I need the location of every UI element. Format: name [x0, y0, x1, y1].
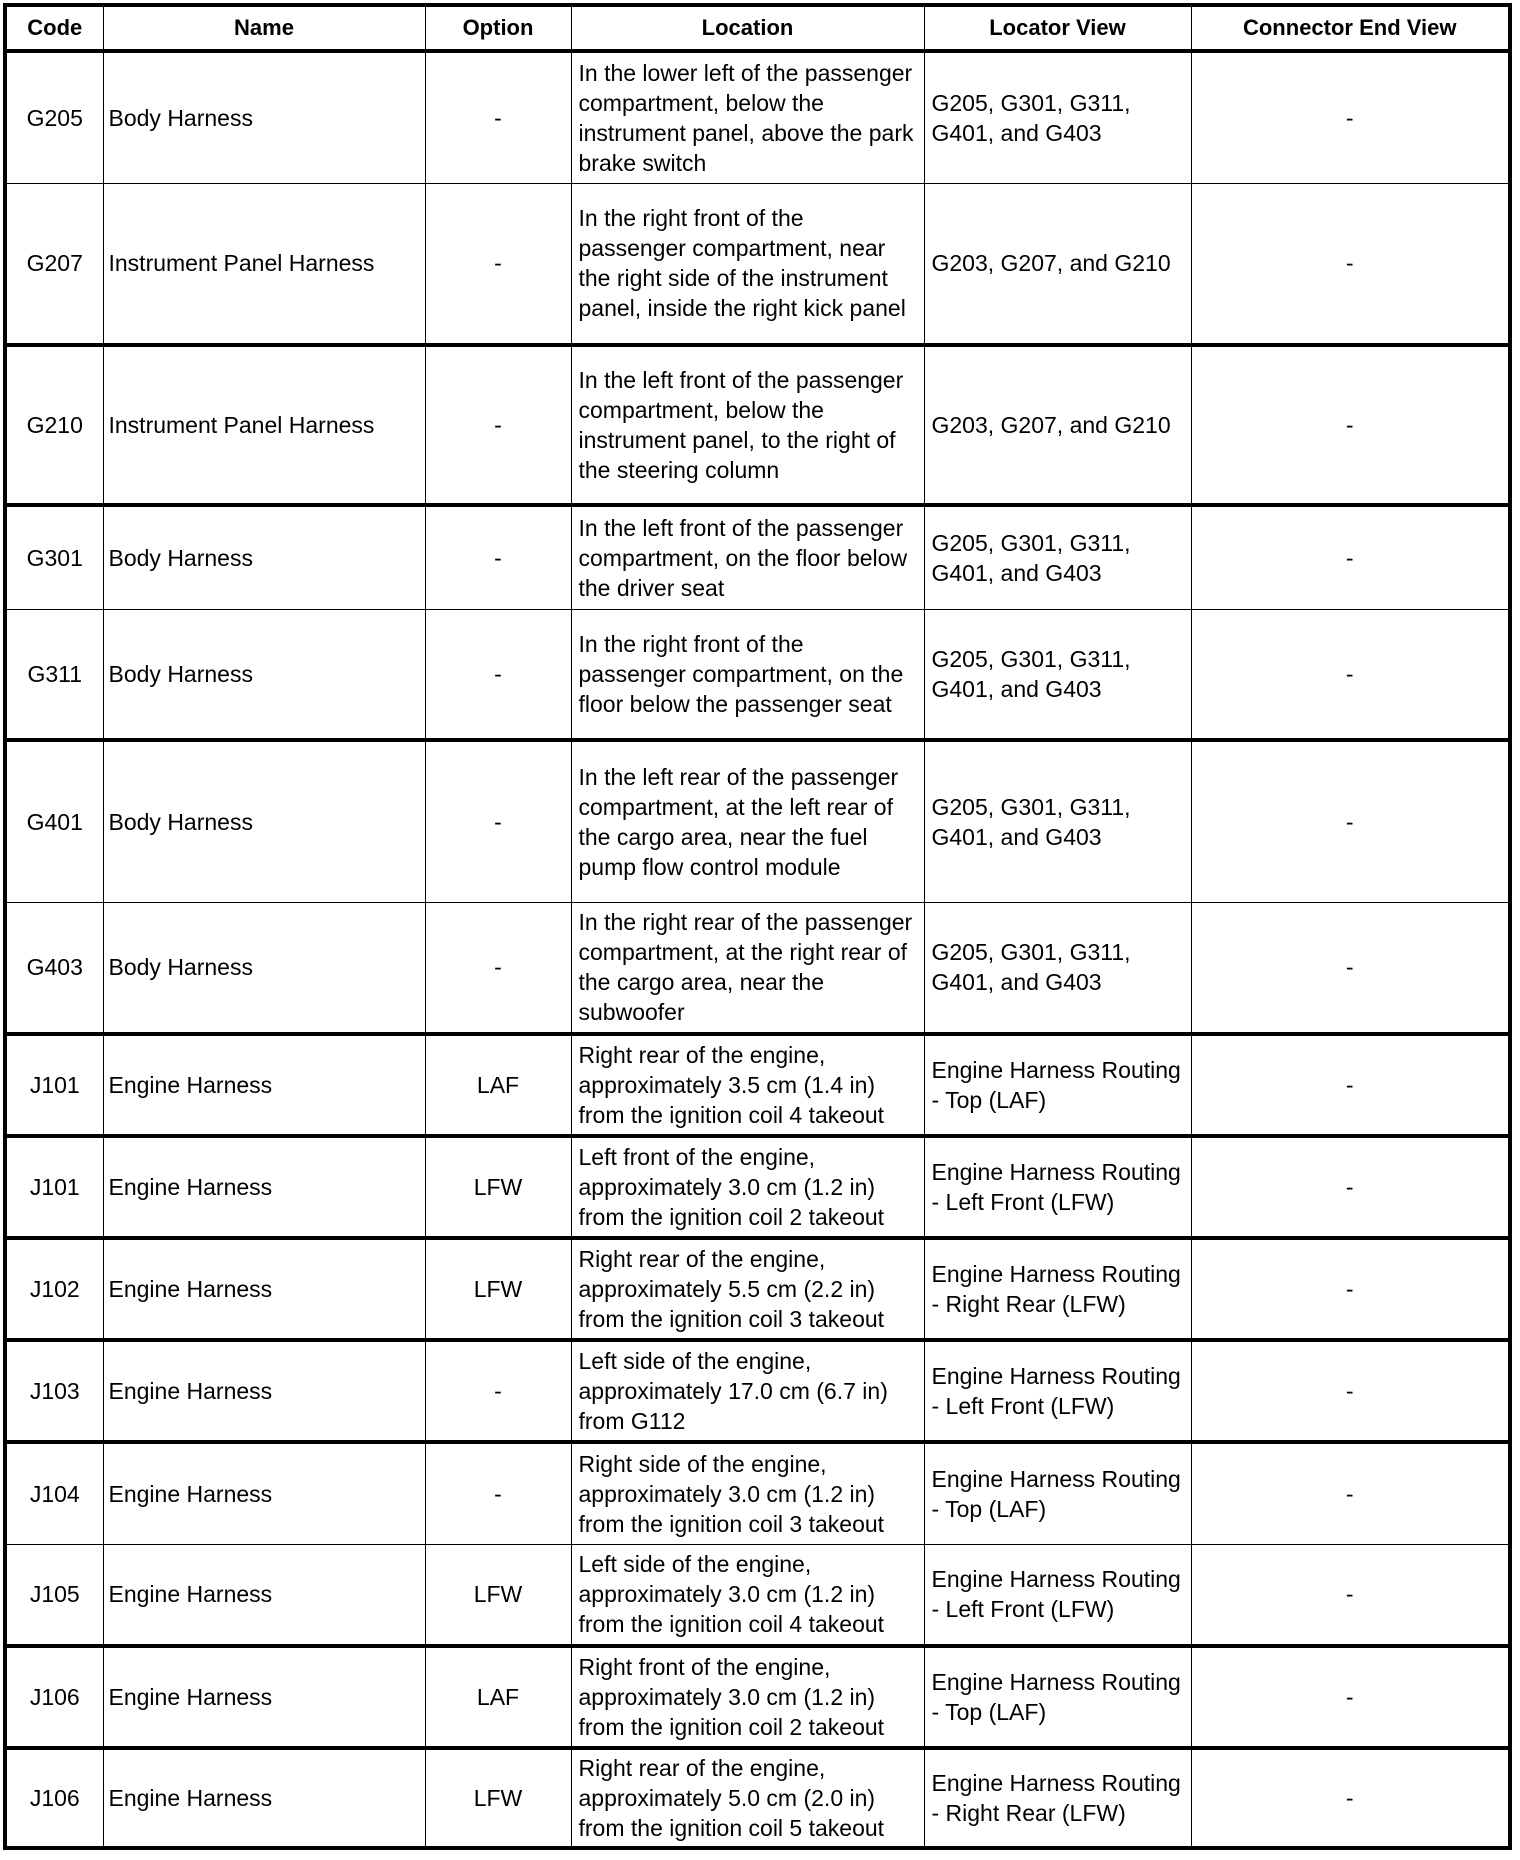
- cell-name: Body Harness: [103, 902, 425, 1034]
- header-code: Code: [5, 5, 103, 51]
- cell-name: Engine Harness: [103, 1238, 425, 1340]
- cell-option: -: [425, 345, 571, 505]
- cell-code: G401: [5, 740, 103, 902]
- header-locator-view: Locator View: [924, 5, 1191, 51]
- cell-connector-end-view: -: [1191, 740, 1510, 902]
- cell-location: Right side of the engine, approximately 3.0 cm (1.2 in) from the ignition coil 3 takeout: [571, 1442, 924, 1544]
- table-row: [5, 1442, 1510, 1544]
- cell-code: J101: [5, 1034, 103, 1136]
- table-row: [5, 1034, 1510, 1136]
- cell-code: J105: [5, 1544, 103, 1646]
- header-name: Name: [103, 5, 425, 51]
- cell-name: Instrument Panel Harness: [103, 345, 425, 505]
- cell-location: In the right front of the passenger compartment, on the floor below the passenger seat: [571, 609, 924, 740]
- cell-code: J106: [5, 1748, 103, 1848]
- cell-code: G205: [5, 51, 103, 183]
- cell-option: -: [425, 1340, 571, 1442]
- cell-locator-view: G205, G301, G311, G401, and G403: [924, 51, 1191, 183]
- cell-connector-end-view: -: [1191, 505, 1510, 609]
- cell-locator-view: Engine Harness Routing - Right Rear (LFW): [924, 1748, 1191, 1848]
- cell-location: Right rear of the engine, approximately 3.5 cm (1.4 in) from the ignition coil 4 takeout: [571, 1034, 924, 1136]
- cell-code: G301: [5, 505, 103, 609]
- cell-code: J102: [5, 1238, 103, 1340]
- cell-location: In the left front of the passenger compartment, below the instrument panel, to the right of the steering column: [571, 345, 924, 505]
- cell-code: J101: [5, 1136, 103, 1238]
- cell-connector-end-view: -: [1191, 1136, 1510, 1238]
- cell-locator-view: Engine Harness Routing - Right Rear (LFW): [924, 1238, 1191, 1340]
- table-row: [5, 902, 1510, 1034]
- cell-option: -: [425, 1442, 571, 1544]
- table-row: [5, 1340, 1510, 1442]
- cell-connector-end-view: -: [1191, 1238, 1510, 1340]
- cell-option: LFW: [425, 1238, 571, 1340]
- cell-locator-view: Engine Harness Routing - Top (LAF): [924, 1646, 1191, 1748]
- cell-location: In the left front of the passenger compartment, on the floor below the driver seat: [571, 505, 924, 609]
- table-row: [5, 505, 1510, 609]
- cell-code: J104: [5, 1442, 103, 1544]
- cell-location: Right front of the engine, approximately 3.0 cm (1.2 in) from the ignition coil 2 takeout: [571, 1646, 924, 1748]
- cell-name: Engine Harness: [103, 1340, 425, 1442]
- table-row: [5, 1238, 1510, 1340]
- cell-name: Body Harness: [103, 609, 425, 740]
- cell-locator-view: G205, G301, G311, G401, and G403: [924, 740, 1191, 902]
- cell-option: -: [425, 505, 571, 609]
- cell-location: Left side of the engine, approximately 17.0 cm (6.7 in) from G112: [571, 1340, 924, 1442]
- cell-option: -: [425, 902, 571, 1034]
- cell-code: J106: [5, 1646, 103, 1748]
- cell-connector-end-view: -: [1191, 1340, 1510, 1442]
- cell-name: Engine Harness: [103, 1034, 425, 1136]
- cell-connector-end-view: -: [1191, 1748, 1510, 1848]
- cell-location: Left front of the engine, approximately 3.0 cm (1.2 in) from the ignition coil 2 takeout: [571, 1136, 924, 1238]
- cell-code: G403: [5, 902, 103, 1034]
- cell-name: Instrument Panel Harness: [103, 183, 425, 345]
- cell-locator-view: G205, G301, G311, G401, and G403: [924, 505, 1191, 609]
- cell-name: Engine Harness: [103, 1748, 425, 1848]
- cell-connector-end-view: -: [1191, 1442, 1510, 1544]
- cell-locator-view: G203, G207, and G210: [924, 183, 1191, 345]
- cell-code: G311: [5, 609, 103, 740]
- cell-locator-view: G203, G207, and G210: [924, 345, 1191, 505]
- cell-option: LFW: [425, 1748, 571, 1848]
- table-row: [5, 51, 1510, 183]
- header-connector-end-view: Connector End View: [1191, 5, 1510, 51]
- cell-code: G210: [5, 345, 103, 505]
- cell-option: -: [425, 609, 571, 740]
- cell-location: In the left rear of the passenger compartment, at the left rear of the cargo area, near the fuel pump flow control module: [571, 740, 924, 902]
- cell-name: Body Harness: [103, 740, 425, 902]
- cell-location: Right rear of the engine, approximately 5.0 cm (2.0 in) from the ignition coil 5 takeout: [571, 1748, 924, 1848]
- cell-location: In the lower left of the passenger compartment, below the instrument panel, above the park brake switch: [571, 51, 924, 183]
- cell-option: LFW: [425, 1544, 571, 1646]
- cell-connector-end-view: -: [1191, 1544, 1510, 1646]
- cell-option: LFW: [425, 1136, 571, 1238]
- cell-locator-view: Engine Harness Routing - Top (LAF): [924, 1034, 1191, 1136]
- cell-location: In the right rear of the passenger compartment, at the right rear of the cargo area, near the subwoofer: [571, 902, 924, 1034]
- cell-location: In the right front of the passenger compartment, near the right side of the instrument panel, inside the right kick panel: [571, 183, 924, 345]
- table-row: [5, 345, 1510, 505]
- header-option: Option: [425, 5, 571, 51]
- cell-option: -: [425, 183, 571, 345]
- table-row: [5, 1136, 1510, 1238]
- cell-name: Engine Harness: [103, 1646, 425, 1748]
- cell-code: J103: [5, 1340, 103, 1442]
- cell-connector-end-view: -: [1191, 1646, 1510, 1748]
- cell-connector-end-view: -: [1191, 1034, 1510, 1136]
- cell-connector-end-view: -: [1191, 51, 1510, 183]
- cell-option: LAF: [425, 1646, 571, 1748]
- header-row: [5, 5, 1510, 51]
- cell-name: Body Harness: [103, 505, 425, 609]
- cell-locator-view: Engine Harness Routing - Left Front (LFW): [924, 1136, 1191, 1238]
- cell-name: Engine Harness: [103, 1136, 425, 1238]
- table-row: [5, 1646, 1510, 1748]
- header-location: Location: [571, 5, 924, 51]
- cell-connector-end-view: -: [1191, 183, 1510, 345]
- cell-connector-end-view: -: [1191, 609, 1510, 740]
- cell-locator-view: G205, G301, G311, G401, and G403: [924, 609, 1191, 740]
- cell-connector-end-view: -: [1191, 345, 1510, 505]
- cell-name: Engine Harness: [103, 1442, 425, 1544]
- cell-option: -: [425, 51, 571, 183]
- cell-locator-view: Engine Harness Routing - Left Front (LFW): [924, 1544, 1191, 1646]
- cell-connector-end-view: -: [1191, 902, 1510, 1034]
- cell-locator-view: Engine Harness Routing - Left Front (LFW): [924, 1340, 1191, 1442]
- cell-name: Body Harness: [103, 51, 425, 183]
- table-row: [5, 183, 1510, 345]
- table-row: [5, 1544, 1510, 1646]
- cell-locator-view: Engine Harness Routing - Top (LAF): [924, 1442, 1191, 1544]
- cell-code: G207: [5, 183, 103, 345]
- cell-option: -: [425, 740, 571, 902]
- cell-option: LAF: [425, 1034, 571, 1136]
- cell-name: Engine Harness: [103, 1544, 425, 1646]
- cell-location: Left side of the engine, approximately 3.0 cm (1.2 in) from the ignition coil 4 takeout: [571, 1544, 924, 1646]
- table-row: [5, 609, 1510, 740]
- table-row: [5, 1748, 1510, 1848]
- table-row: [5, 740, 1510, 902]
- component-locator-table: [3, 3, 1512, 1850]
- cell-location: Right rear of the engine, approximately 5.5 cm (2.2 in) from the ignition coil 3 takeout: [571, 1238, 924, 1340]
- cell-locator-view: G205, G301, G311, G401, and G403: [924, 902, 1191, 1034]
